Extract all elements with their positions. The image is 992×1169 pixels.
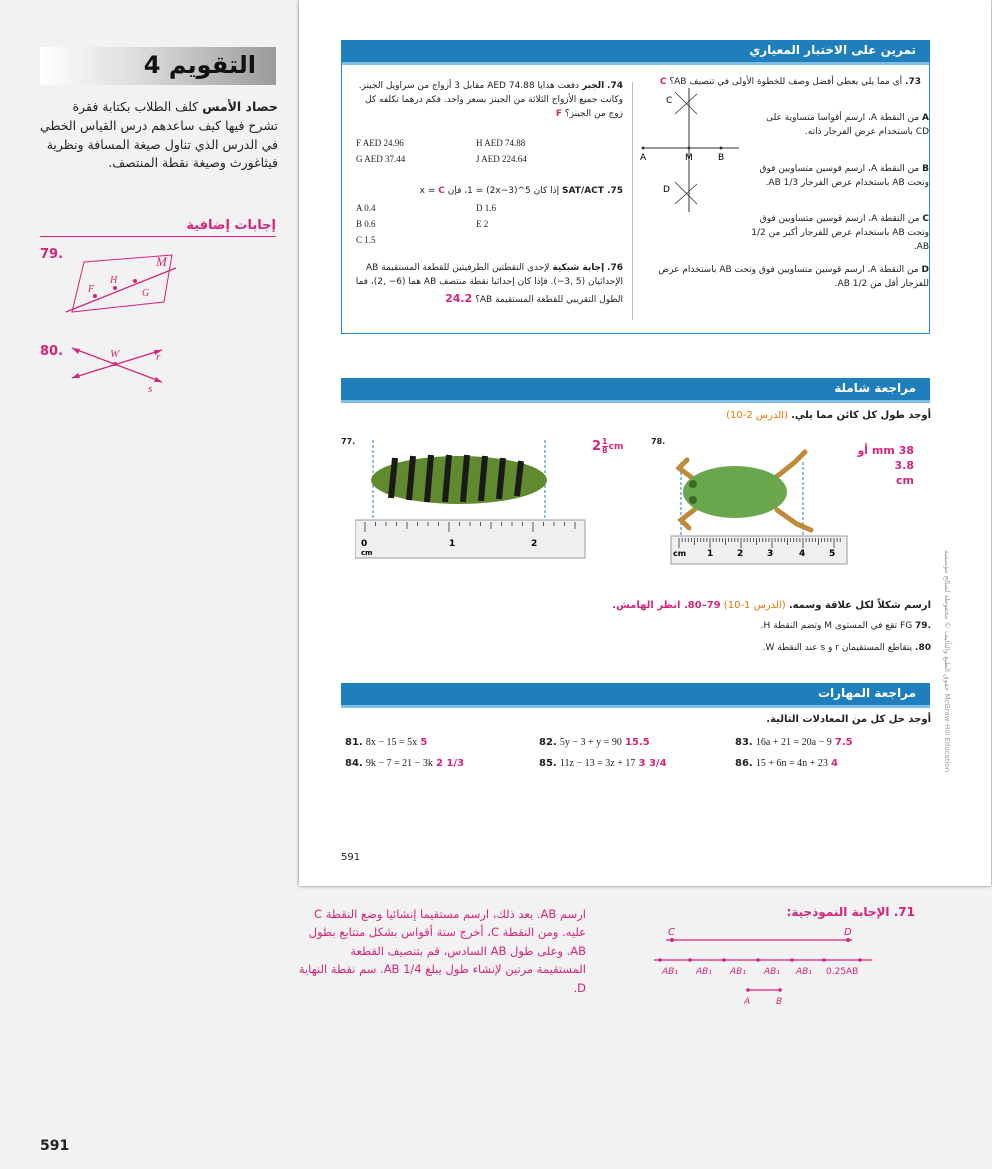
q71-heading: 71. الإجابة النموذجية:: [786, 905, 915, 919]
q73-choice-b-text: من النقطة A، ارسم قوسين متساويين فوق وتحت AB باستخدام عرض الفرجار 1/3 AB.: [759, 164, 929, 188]
q77-answer: [592, 438, 623, 455]
assess-paragraph: [40, 98, 278, 173]
q73-num: 73.: [905, 77, 921, 87]
q73-diag-A: A: [640, 153, 647, 163]
q77-ruler-unit: cm: [361, 549, 373, 557]
q74-choice-h: H AED 74.88: [476, 138, 526, 148]
q75-num: SAT/ACT .75: [562, 186, 623, 196]
q73-choice-a: [751, 112, 929, 140]
q71-explanation: ارسم AB. بعد ذلك، ارسم مستقيما إنشائيا وضع النقطة C عليه. ومن النقطة C، أخرج ستة أقواس بشكل متتابع بطول AB. وعلى طول AB السادس، قم بتنصيف القطعة المستقيمة مرتين لإنشاء طول يبلغ 1/4 AB. سم نقطة النهاية D.: [298, 907, 586, 995]
review-header: [341, 378, 930, 403]
q77-num: 77.: [341, 437, 356, 446]
inner-page-number: 591: [341, 852, 361, 863]
q80-text: يتقاطع المستقيمان r و s عند النقطة W.: [762, 643, 913, 653]
eq-82: 82. 5y − 3 + y = 90 15.5: [539, 737, 650, 748]
q75-choices: [356, 201, 556, 248]
frog-body: [683, 466, 787, 518]
copyright: حقوق الطبع والتأليف © محفوظة لصالح مؤسسة McGraw-Hill Education: [943, 550, 951, 773]
q77-ruler-label-2: 2: [531, 539, 538, 549]
q77-answer-denominator: 8: [602, 446, 608, 455]
q76-answer: 24.2: [445, 291, 473, 305]
q75-answer: C: [438, 186, 445, 196]
q71-seg-3: AB₁: [730, 967, 746, 977]
assess-lead: حصاد الأمس: [202, 99, 278, 114]
q74-choice-g: G AED 37.44: [356, 153, 406, 164]
q74-stem: دفعت هدايا 74.88 AED مقابل 3 أزواج من سراويل الجينز. وكانت جميع الأزواج الثلاثة من الجينز بسعر واحد. فكم درهما تكلفه كل زوج من الجينز؟: [358, 81, 623, 119]
q80-num: 80.: [915, 643, 931, 653]
ans79-label-F: F: [88, 284, 95, 295]
q74-choices: [356, 136, 556, 168]
eq-85: 85. 11z − 13 = 3z + 17 3 3/4: [539, 758, 667, 769]
q78-ruler-label-5: 5: [829, 549, 836, 559]
q71-seg-5: AB₁: [796, 967, 812, 977]
q73-choice-b: [751, 163, 929, 191]
q77-answer-numerator: 1: [602, 437, 608, 446]
q71-label-D: D: [844, 927, 852, 938]
q76: [351, 262, 623, 308]
eq-84: 84. 9k − 7 = 21 − 3k 2 1/3: [345, 758, 465, 769]
q76-num: 76.: [607, 263, 623, 273]
q76-lead: إجابة شبكية: [552, 263, 605, 273]
eq-86: 86. 15 + 6n = 4n + 23 4: [735, 758, 838, 769]
q71-label-B: B: [776, 997, 783, 1007]
review-title: مراجعة شاملة: [834, 381, 916, 395]
q78-answer-b: 3.8 cm: [894, 458, 914, 487]
review-instruction-line: [679, 410, 931, 421]
ans80-number: 80.: [40, 344, 64, 359]
ans80-label-s: s: [148, 383, 153, 395]
q77-caterpillar-figure: [355, 436, 615, 566]
q75-choice-b: B 0.6: [356, 218, 376, 229]
q80: [599, 642, 931, 656]
q77-ruler-label-1: 1: [449, 539, 456, 549]
q78-ruler-label-3: 3: [767, 549, 774, 559]
q73-choice-c: [751, 213, 929, 255]
q73-diag-M: M: [685, 153, 693, 163]
review-instruction: أوجد طول كل كائن مما يلي.: [791, 410, 931, 421]
q73-answer: C: [659, 77, 667, 87]
q73-choice-a-letter: A: [922, 113, 929, 123]
q75: [351, 185, 623, 199]
practice-title: تمرين على الاختبار المعياري: [749, 43, 916, 57]
assess-title: 4 التقويم: [143, 51, 256, 79]
draw-instruction-line: [599, 600, 931, 611]
draw-instruction: ارسم شكلاً لكل علاقة وسمه.: [788, 600, 931, 611]
q79-num: .79: [915, 621, 931, 631]
q74-choice-j: J AED 224.64: [476, 153, 527, 164]
q78-ruler-unit: cm: [673, 549, 687, 558]
q73-diag-D: D: [663, 185, 670, 195]
ans80-label-W: W: [110, 348, 120, 360]
q78-answer-or: أو: [857, 444, 869, 457]
skills-header: [341, 683, 930, 708]
q73-choice-d-letter: D: [921, 265, 929, 275]
q76-stem: لإحدى النقطتين الطرفيتين للقطعة المستقيمة AB الإحداثيان (5 ,3−). فإذا كان إحداثيا نقطة منتصف AB هما (6− ,2)، فما الطول التقريبي للقطعة المستقيمة AB؟: [355, 263, 623, 305]
q75-choice-d: D 1.6: [476, 203, 496, 213]
q75-choice-c: C 1.5: [356, 234, 376, 245]
ans79-label-G: G: [142, 288, 150, 299]
q73-choice-d-text: من النقطة A، ارسم قوسين متساويين فوق وتحت AB باستخدام عرض للفرجار أقل من 1/2 AB.: [658, 265, 929, 289]
q73-choice-c-text: من النقطة A، ارسم قوسين متساويين فوق وتحت AB باستخدام عرض للفرجار أكبر من 1/2 AB.: [751, 214, 929, 252]
outer-page-number: 591: [40, 1138, 70, 1154]
extra-answers-title: إجابات إضافية: [40, 218, 276, 237]
q73-stem: أي مما يلي يعطي أفضل وصف للخطوة الأولى في تنصيف AB؟: [669, 77, 903, 87]
ans79-label-H: H: [110, 275, 118, 286]
eq-83: 83. 16a + 21 = 20a − 9 7.5: [735, 737, 853, 748]
ans80-label-r: r: [156, 351, 161, 363]
q79: [599, 620, 931, 634]
eq-81: 81. 8x − 15 = 5x 5: [345, 737, 428, 748]
q71-seg-1: AB₁: [662, 967, 678, 977]
q74-num: 74.: [607, 81, 623, 91]
q78-ruler-label-2: 2: [737, 549, 744, 559]
q73-bisect-diagram: [639, 84, 749, 214]
q73-choice-d: [639, 264, 929, 292]
q77-answer-whole: 2: [592, 439, 602, 454]
q74-lead: الجبر: [581, 81, 605, 91]
q73-choice-b-letter: B: [922, 164, 929, 174]
q71-seg-4: AB₁: [764, 967, 780, 977]
ans79-label-M: M: [156, 254, 167, 269]
q73-diag-B: B: [718, 153, 725, 163]
q77-answer-unit: cm: [608, 441, 624, 452]
q73-choice-c-letter: C: [922, 214, 929, 224]
q78-ruler-label-1: 1: [707, 549, 714, 559]
q73-diag-C: C: [666, 96, 673, 106]
practice-divider: [632, 82, 633, 320]
draw-lesson-ref: (الدرس 1-10): [723, 600, 786, 611]
skills-instruction: أوجد حل كل من المعادلات التالية.: [766, 714, 931, 725]
q79-text: FG تقع في المستوى M وتضم النقطة H.: [760, 621, 913, 631]
q78-answer: [857, 444, 914, 489]
q75-stem: إذا كان 5^(2x−3) = 1، فإن x =: [419, 186, 560, 196]
q78-ruler-label-4: 4: [799, 549, 806, 559]
q74-choice-f: F AED 24.96: [356, 138, 404, 148]
ans79-number: 79.: [40, 247, 64, 262]
ans80-lines-diagram: [66, 340, 176, 395]
q71-last: 0.25AB: [826, 967, 859, 977]
q75-choice-e: E 2: [476, 218, 489, 229]
q78-num: 78.: [651, 437, 666, 446]
assess-banner: [40, 47, 276, 85]
assess-text: كلف الطلاب بكتابة فقرة تشرح فيها كيف ساعدهم درس القياس الخطي في الدرس الذي تناول صيغة المسافة ونظرية فيثاغورث وصيغة نقطة المنتصف.: [40, 99, 278, 171]
q77-ruler-label-0: 0: [361, 539, 368, 549]
q77-answer-fraction: [602, 438, 608, 455]
q71-label-C: C: [668, 927, 675, 938]
textbook-page: [299, 0, 991, 886]
ans79-plane-diagram: [60, 250, 180, 325]
q71-diagram: [652, 922, 877, 1010]
q71-seg-2: AB₁: [696, 967, 712, 977]
q74-answer: F: [555, 108, 562, 119]
review-lesson-ref: (الدرس 2-10): [726, 410, 788, 421]
skills-title: مراجعة المهارات: [817, 686, 916, 700]
q78-answer-a: 38 mm: [871, 444, 914, 457]
q71-label-A: A: [744, 997, 751, 1007]
draw-answer: 79–80. انظر الهامش.: [612, 600, 721, 611]
q74: [351, 80, 623, 122]
q73-choice-a-text: من النقطة A، ارسم أقواسا متساوية على CD باستخدام عرض الفرجار ذاته.: [766, 113, 929, 137]
q75-choice-a: A 0.4: [356, 203, 376, 213]
q78-frog-figure: [665, 440, 865, 566]
